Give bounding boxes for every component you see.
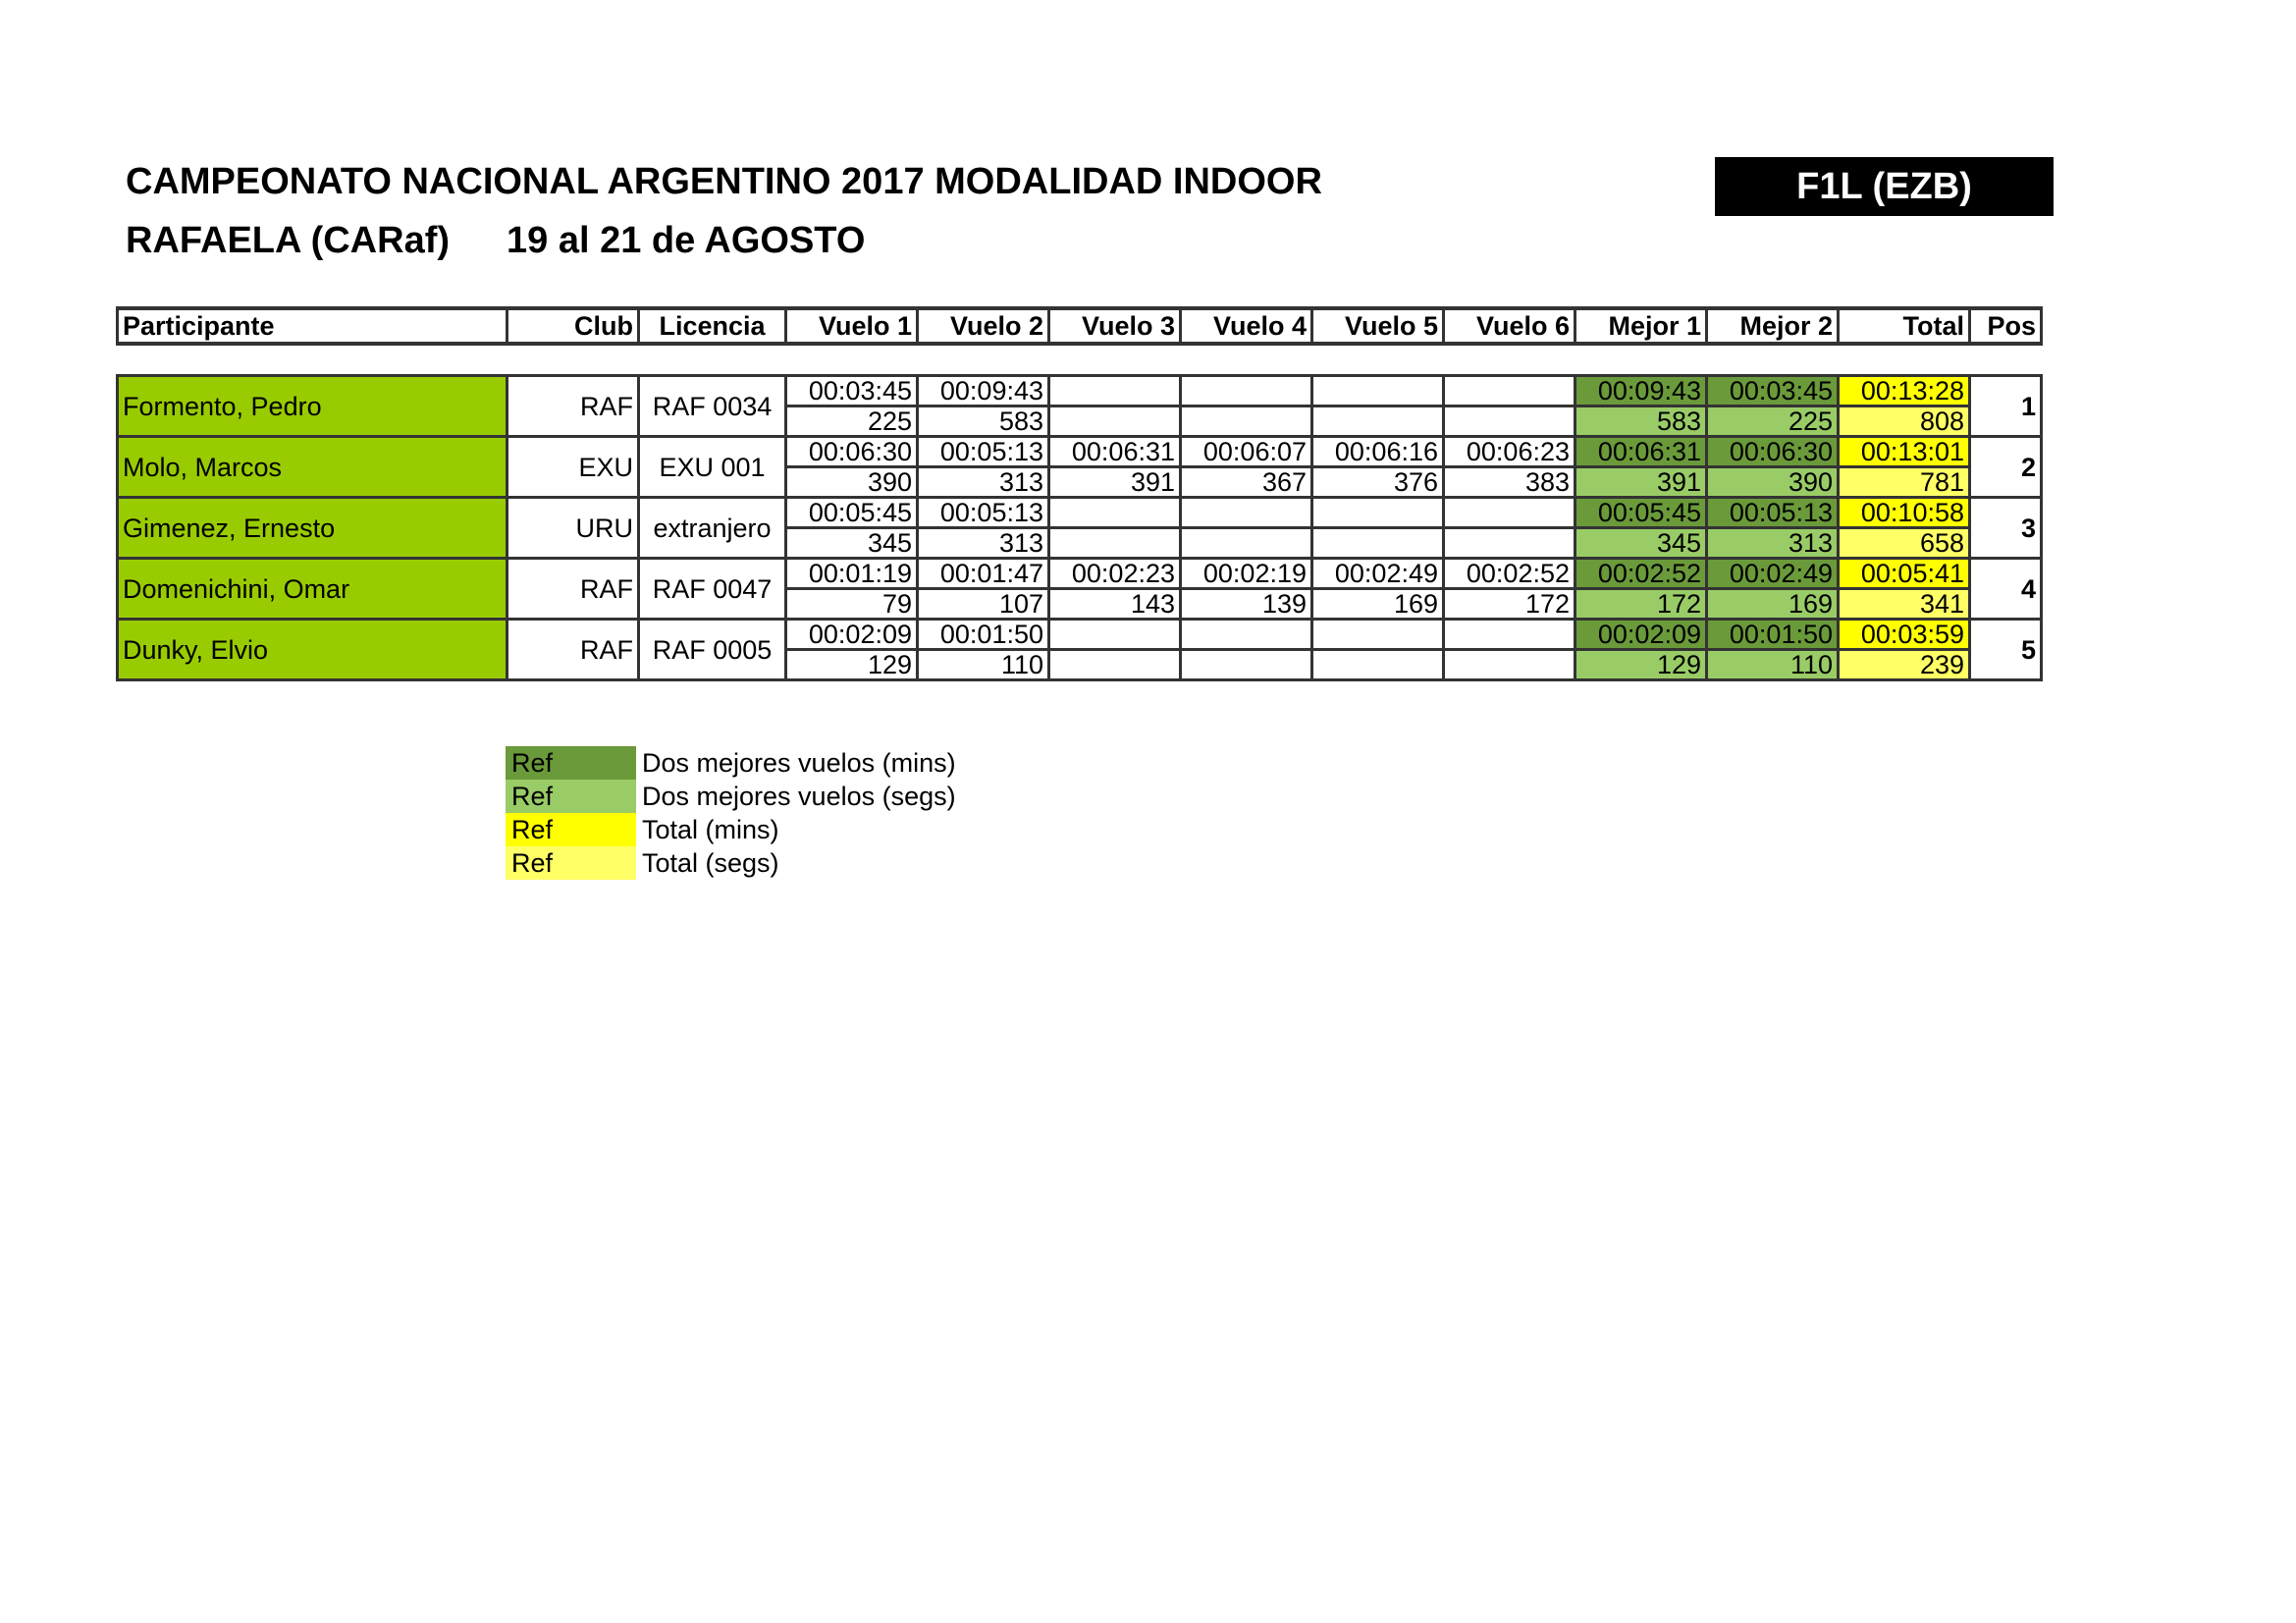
legend-item: [506, 780, 956, 813]
participant-name: Domenichini, Omar: [118, 559, 507, 620]
best-1-time: 00:02:09: [1575, 620, 1707, 650]
participant-name: Formento, Pedro: [118, 376, 507, 437]
flight-time: 00:02:09: [786, 620, 918, 650]
table-row: [118, 437, 2042, 467]
table-row: [118, 559, 2042, 589]
flight-time: [1444, 620, 1575, 650]
best-1-secs: 345: [1575, 528, 1707, 559]
best-2-time: 00:06:30: [1707, 437, 1839, 467]
flight-secs: 143: [1049, 589, 1181, 620]
flight-secs: [1444, 406, 1575, 437]
flight-secs: 345: [786, 528, 918, 559]
flight-secs: [1049, 528, 1181, 559]
col-vuelo-2: Vuelo 2: [918, 308, 1049, 344]
flight-secs: 172: [1444, 589, 1575, 620]
best-2-secs: 110: [1707, 650, 1839, 680]
legend-swatch: Ref: [506, 813, 636, 846]
flight-time: 00:01:50: [918, 620, 1049, 650]
flight-time: 00:02:49: [1312, 559, 1444, 589]
flight-secs: 313: [918, 467, 1049, 498]
best-2-time: 00:05:13: [1707, 498, 1839, 528]
total-time: 00:05:41: [1839, 559, 1970, 589]
results-header: [116, 306, 2043, 346]
flight-secs: 110: [918, 650, 1049, 680]
best-2-secs: 313: [1707, 528, 1839, 559]
position: 4: [1970, 559, 2042, 620]
flight-time: 00:06:30: [786, 437, 918, 467]
flight-secs: 79: [786, 589, 918, 620]
flight-secs: 376: [1312, 467, 1444, 498]
best-2-time: 00:02:49: [1707, 559, 1839, 589]
legend-item: [506, 746, 956, 780]
flight-secs: [1181, 528, 1312, 559]
position: 3: [1970, 498, 2042, 559]
event-subtitle: [126, 220, 865, 262]
col-mejor-2: Mejor 2: [1707, 308, 1839, 344]
flight-time: [1444, 498, 1575, 528]
best-2-time: 00:03:45: [1707, 376, 1839, 406]
best-1-time: 00:06:31: [1575, 437, 1707, 467]
col-pos: Pos: [1970, 308, 2042, 344]
page-title: CAMPEONATO NACIONAL ARGENTINO 2017 MODALIDAD INDOOR: [126, 161, 1322, 202]
col-vuelo-3: Vuelo 3: [1049, 308, 1181, 344]
table-row: [118, 498, 2042, 528]
flight-secs: 129: [786, 650, 918, 680]
col-vuelo-1: Vuelo 1: [786, 308, 918, 344]
color-legend: [506, 746, 956, 880]
venue: RAFAELA (CARaf): [126, 220, 451, 261]
licencia: RAF 0005: [639, 620, 786, 680]
best-2-secs: 225: [1707, 406, 1839, 437]
flight-secs: 390: [786, 467, 918, 498]
flight-time: [1181, 498, 1312, 528]
participant-name: Dunky, Elvio: [118, 620, 507, 680]
legend-label: Dos mejores vuelos (segs): [642, 781, 956, 811]
best-2-secs: 169: [1707, 589, 1839, 620]
legend-swatch: Ref: [506, 846, 636, 880]
flight-secs: [1312, 528, 1444, 559]
results-table: [116, 374, 2043, 681]
flight-time: 00:05:13: [918, 498, 1049, 528]
licencia: EXU 001: [639, 437, 786, 498]
flight-secs: 367: [1181, 467, 1312, 498]
licencia: RAF 0047: [639, 559, 786, 620]
flight-secs: 139: [1181, 589, 1312, 620]
total-time: 00:13:28: [1839, 376, 1970, 406]
col-licencia: Licencia: [639, 308, 786, 344]
total-time: 00:10:58: [1839, 498, 1970, 528]
total-secs: 658: [1839, 528, 1970, 559]
flight-time: 00:05:45: [786, 498, 918, 528]
flight-time: 00:09:43: [918, 376, 1049, 406]
flight-secs: [1444, 650, 1575, 680]
club: RAF: [507, 376, 639, 437]
flight-secs: [1312, 406, 1444, 437]
best-1-time: 00:05:45: [1575, 498, 1707, 528]
flight-time: [1312, 498, 1444, 528]
total-secs: 781: [1839, 467, 1970, 498]
position: 5: [1970, 620, 2042, 680]
flight-time: 00:06:23: [1444, 437, 1575, 467]
legend-swatch: Ref: [506, 780, 636, 813]
licencia: RAF 0034: [639, 376, 786, 437]
flight-time: 00:05:13: [918, 437, 1049, 467]
flight-time: [1444, 376, 1575, 406]
flight-secs: 169: [1312, 589, 1444, 620]
flight-secs: 583: [918, 406, 1049, 437]
flight-time: 00:02:23: [1049, 559, 1181, 589]
flight-secs: [1181, 650, 1312, 680]
table-row: [118, 620, 2042, 650]
total-secs: 341: [1839, 589, 1970, 620]
legend-label: Total (segs): [642, 847, 779, 878]
best-1-secs: 129: [1575, 650, 1707, 680]
flight-time: [1181, 376, 1312, 406]
flight-secs: [1049, 406, 1181, 437]
legend-item: [506, 846, 956, 880]
flight-time: 00:02:52: [1444, 559, 1575, 589]
flight-secs: 313: [918, 528, 1049, 559]
best-1-time: 00:02:52: [1575, 559, 1707, 589]
total-secs: 808: [1839, 406, 1970, 437]
best-2-secs: 390: [1707, 467, 1839, 498]
position: 1: [1970, 376, 2042, 437]
col-total: Total: [1839, 308, 1970, 344]
best-2-time: 00:01:50: [1707, 620, 1839, 650]
flight-secs: [1049, 650, 1181, 680]
total-secs: 239: [1839, 650, 1970, 680]
flight-secs: 107: [918, 589, 1049, 620]
club: EXU: [507, 437, 639, 498]
flight-secs: 391: [1049, 467, 1181, 498]
flight-secs: [1181, 406, 1312, 437]
flight-secs: 225: [786, 406, 918, 437]
flight-time: 00:01:47: [918, 559, 1049, 589]
flight-time: 00:02:19: [1181, 559, 1312, 589]
legend-label: Total (mins): [642, 814, 779, 844]
col-vuelo-5: Vuelo 5: [1312, 308, 1444, 344]
club: URU: [507, 498, 639, 559]
position: 2: [1970, 437, 2042, 498]
flight-secs: [1312, 650, 1444, 680]
flight-secs: 383: [1444, 467, 1575, 498]
licencia: extranjero: [639, 498, 786, 559]
best-1-secs: 583: [1575, 406, 1707, 437]
club: RAF: [507, 559, 639, 620]
col-vuelo-6: Vuelo 6: [1444, 308, 1575, 344]
flight-time: [1049, 498, 1181, 528]
participant-name: Gimenez, Ernesto: [118, 498, 507, 559]
total-time: 00:03:59: [1839, 620, 1970, 650]
flight-time: [1049, 376, 1181, 406]
flight-time: 00:06:16: [1312, 437, 1444, 467]
flight-time: 00:06:07: [1181, 437, 1312, 467]
table-row: [118, 376, 2042, 406]
category-badge: F1L (EZB): [1715, 157, 2054, 216]
flight-time: [1312, 620, 1444, 650]
col-club: Club: [507, 308, 639, 344]
legend-swatch: Ref: [506, 746, 636, 780]
event-dates: 19 al 21 de AGOSTO: [507, 220, 866, 261]
total-time: 00:13:01: [1839, 437, 1970, 467]
flight-secs: [1444, 528, 1575, 559]
col-participante: Participante: [118, 308, 507, 344]
col-vuelo-4: Vuelo 4: [1181, 308, 1312, 344]
flight-time: [1181, 620, 1312, 650]
flight-time: 00:03:45: [786, 376, 918, 406]
best-1-secs: 391: [1575, 467, 1707, 498]
club: RAF: [507, 620, 639, 680]
legend-label: Dos mejores vuelos (mins): [642, 747, 956, 778]
flight-time: [1049, 620, 1181, 650]
best-1-time: 00:09:43: [1575, 376, 1707, 406]
participant-name: Molo, Marcos: [118, 437, 507, 498]
best-1-secs: 172: [1575, 589, 1707, 620]
flight-time: 00:01:19: [786, 559, 918, 589]
flight-time: 00:06:31: [1049, 437, 1181, 467]
col-mejor-1: Mejor 1: [1575, 308, 1707, 344]
flight-time: [1312, 376, 1444, 406]
legend-item: [506, 813, 956, 846]
